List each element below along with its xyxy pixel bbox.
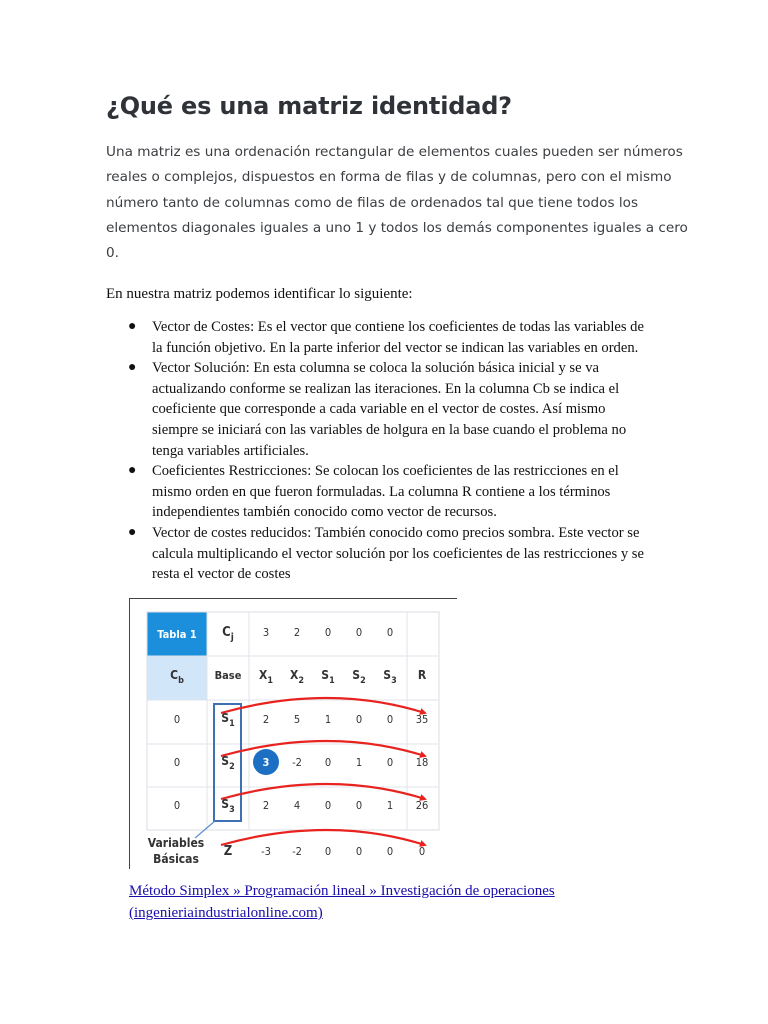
cell-value: 0 [324,799,332,812]
column-header: $S_3$ [383,668,397,686]
list-item-line: Coeficientes Restricciones: Se colocan los coeficientes de las restricciones en el [152,463,619,480]
page-title: ¿Qué es una matriz identidad? [106,92,512,120]
table-title: Tabla 1 [157,628,197,641]
list-item [106,461,666,523]
cj-value: 3 [262,626,270,639]
annotation-label: Variables [147,836,205,850]
cj-value: 2 [293,626,301,639]
list-item [106,358,666,461]
z-value: -2 [292,845,302,858]
z-value: -3 [261,845,271,858]
cell-value: 0 [355,799,363,812]
cell-value: 2 [262,799,270,812]
base-variable: $S_1$ [221,711,235,729]
bullet-list [106,317,666,585]
source-link-domain[interactable]: (ingenieriaindustrialonline.com) [129,905,323,921]
column-header: R [417,668,427,682]
annotation-label: Básicas [153,852,199,866]
base-variable: $S_2$ [221,754,235,772]
pivot-value: 3 [262,756,270,769]
z-value: 0 [324,845,332,858]
cb-label: $C_b$ [170,668,184,686]
cell-value: 1 [355,756,363,769]
cell-value: 0 [386,713,394,726]
list-item-line: Vector de costes reducidos: También conocido como precios sombra. Este vector se [152,524,640,541]
column-header: $S_2$ [352,668,366,686]
list-item-line: coeficiente que corresponde a cada variable en el vector de costes. Así mismo [152,401,606,418]
cell-value: -2 [292,756,302,769]
bullet-icon: ● [128,463,137,479]
list-item-line: actualizando conforme se realizan las iteraciones. En la columna Cb se indica el [152,380,620,397]
figure-border-left [129,598,130,869]
z-label: Z [223,844,233,859]
list-item-line: la función objetivo. En la parte inferior del vector se indican las variables en orden. [152,339,639,356]
cell-value: 0 [324,756,332,769]
simplex-table [129,598,457,869]
list-item-line: resta el vector de costes [152,566,291,583]
cb-value: 0 [173,756,181,769]
row-arrow [221,784,425,799]
cell-value: 0 [386,756,394,769]
row-arrow [221,741,425,756]
list-item [106,523,666,585]
cj-value: 0 [355,626,363,639]
source-link-title[interactable]: Método Simplex » Programación lineal » Investigación de operaciones [129,883,555,899]
list-item-line: calcula multiplicando el vector solución por los coeficientes de las restricciones y se [152,545,644,562]
cell-value: 18 [415,756,429,769]
list-item [106,317,666,358]
cell-value: 1 [386,799,394,812]
lead-sentence: En nuestra matriz podemos identificar lo siguiente: [106,286,413,302]
intro-line: Una matriz es una ordenación rectangular de elementos cuales pueden ser números [106,144,683,160]
cell-value: 1 [324,713,332,726]
cell-value: 5 [293,713,301,726]
list-item-line: mismo orden en que fueron formuladas. La columna R contiene a los términos [152,483,611,500]
intro-line: número tanto de columnas como de filas de ordenados tal que tiene todos los [106,194,639,211]
list-item-line: tenga variables artificiales. [152,442,309,459]
intro-line: reales o complejos, dispuestos en forma de filas y de columnas, pero con el mismo [106,169,672,186]
cb-value: 0 [173,799,181,812]
bullet-icon: ● [128,319,137,334]
z-value: 0 [386,845,394,858]
bullet-icon: ● [128,524,137,540]
column-header: $X_2$ [290,668,304,686]
cell-value: 26 [415,799,429,812]
cell-value: 35 [415,713,429,726]
cell-value: 2 [262,713,270,726]
list-item-line: Vector Solución: En esta columna se coloca la solución básica inicial y se va [152,360,599,377]
list-item-line: independientes también conocido como vector de recursos. [152,504,497,521]
list-item-line: Vector de Costes: Es el vector que contiene los coeficientes de todas las variables de [152,319,644,335]
figure-border-top [129,598,457,599]
cb-value: 0 [173,713,181,726]
base-variable: $S_3$ [221,797,235,815]
bullet-icon: ● [128,360,137,376]
row-arrow [221,830,425,845]
z-value: 0 [418,845,426,858]
intro-line: 0. [106,245,119,262]
intro-line: elementos diagonales iguales a uno 1 y todos los demás componentes iguales a cero [106,219,688,236]
intro-paragraph [106,140,688,266]
source-links [129,880,555,924]
cj-value: 0 [386,626,394,639]
cell-value: 4 [293,799,301,812]
simplex-table-figure [129,598,457,869]
column-header: $S_1$ [321,668,335,686]
z-value: 0 [355,845,363,858]
list-item-line: siempre se iniciará con las variables de holgura en la base cuando el problema no [152,421,627,438]
cj-value: 0 [324,626,332,639]
base-label: Base [214,669,242,682]
cell-value: 0 [355,713,363,726]
column-header: $X_1$ [259,668,273,686]
cj-label: $C_j$ [222,625,234,643]
